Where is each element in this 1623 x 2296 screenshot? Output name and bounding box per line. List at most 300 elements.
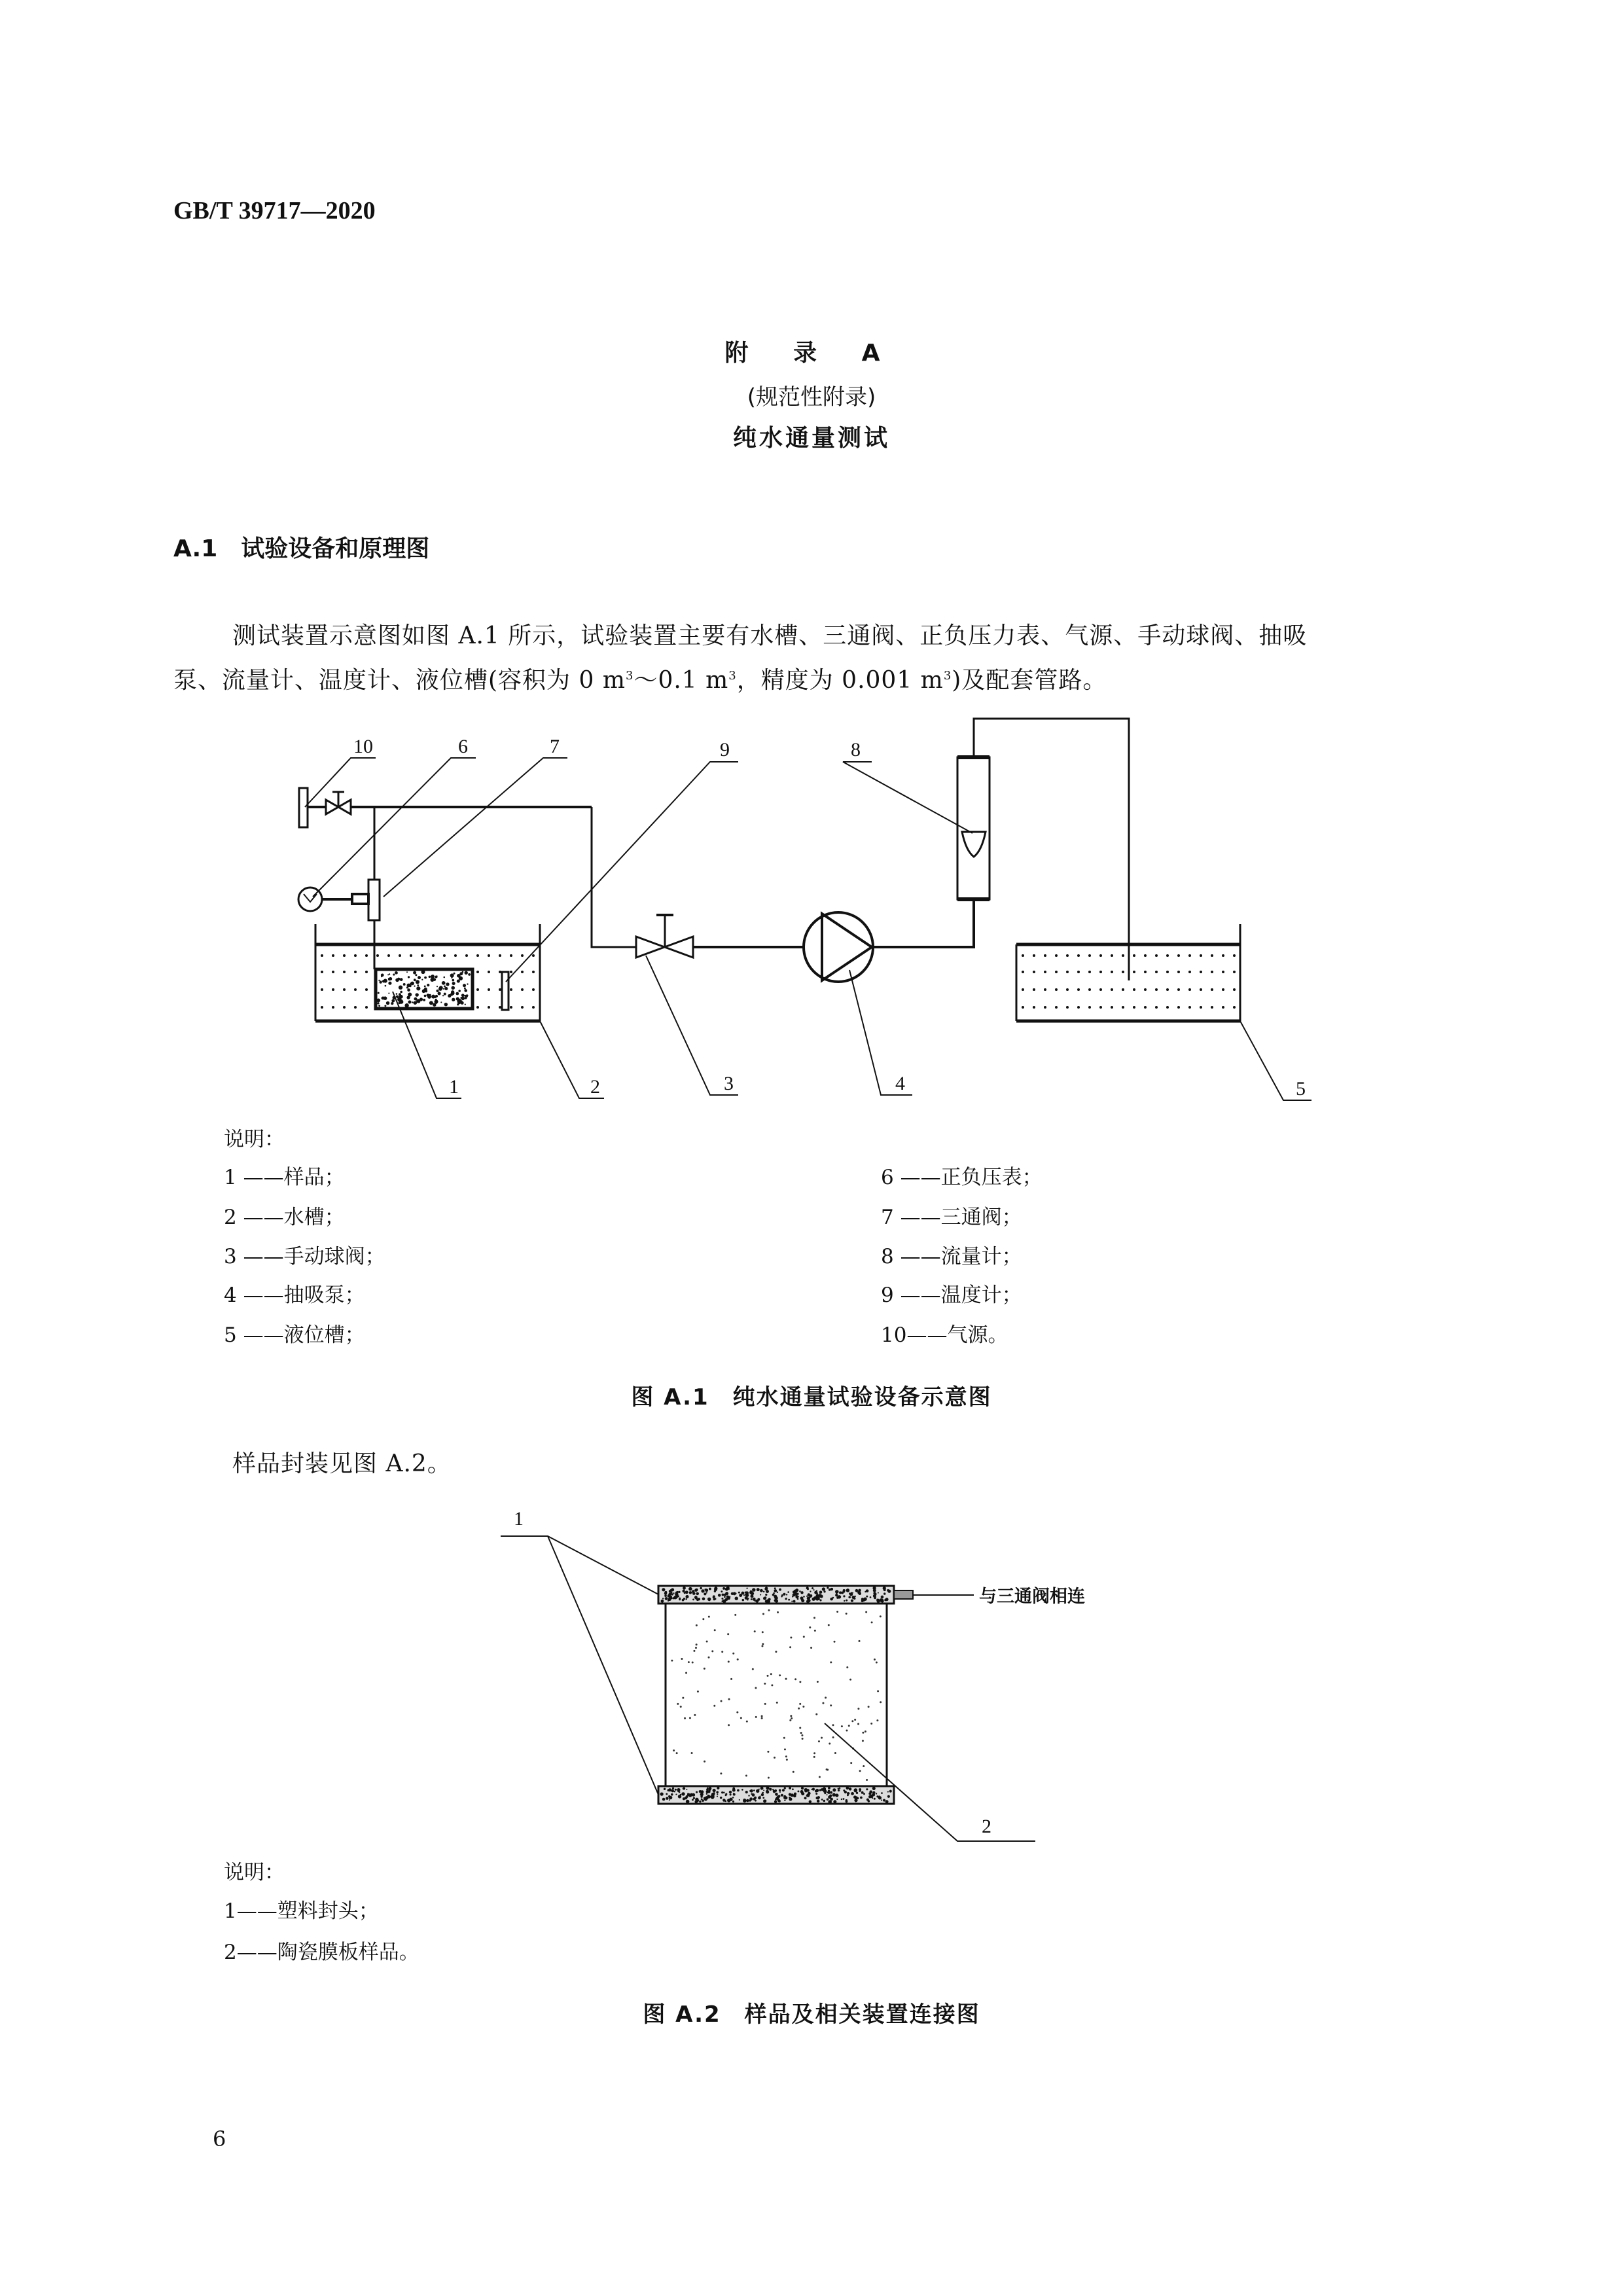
fill-dot: [1233, 971, 1236, 973]
fill-dot: [404, 1003, 408, 1007]
fill-dot: [1077, 1006, 1080, 1009]
fill-dot: [762, 1797, 764, 1799]
fill-dot: [743, 1594, 745, 1596]
fill-dot: [800, 1596, 804, 1600]
fill-dot: [1166, 988, 1169, 991]
fill-dot: [817, 1597, 819, 1600]
superscript: 3: [625, 669, 634, 683]
fill-dot: [1055, 971, 1058, 973]
fill-dot: [887, 1791, 889, 1793]
fill-dot: [777, 1795, 780, 1798]
fill-dot: [1022, 971, 1024, 973]
fill-dot: [692, 1599, 694, 1601]
fill-dot: [662, 1588, 665, 1591]
fill-dot: [785, 1678, 787, 1680]
fill-dot: [772, 1789, 774, 1791]
figure-a1-caption: 图 A.1 纯水通量试验设备示意图: [631, 1384, 992, 1410]
fill-dot: [379, 980, 382, 983]
fill-dot: [749, 1590, 753, 1594]
text: )及配套管路。: [952, 667, 1107, 694]
fill-dot: [1211, 1006, 1213, 1009]
fill-dot: [876, 1598, 880, 1602]
fill-dot: [1222, 988, 1224, 991]
legend-item: 1——塑料封头；: [224, 1899, 379, 1923]
fill-dot: [1133, 954, 1135, 957]
fill-dot: [728, 1724, 730, 1726]
fill-dot: [865, 1731, 866, 1732]
fill-dot: [729, 1791, 732, 1793]
fill-dot: [832, 1788, 836, 1791]
fill-dot: [713, 1705, 715, 1707]
fill-dot: [721, 1598, 723, 1600]
fill-dot: [499, 954, 501, 957]
fill-dot: [701, 1589, 704, 1592]
fill-dot: [1066, 988, 1069, 991]
fill-dot: [706, 1640, 708, 1642]
fill-dot: [799, 1727, 801, 1729]
fill-dot: [429, 994, 431, 996]
fill-dot: [709, 1787, 712, 1790]
fill-dot: [768, 1777, 770, 1779]
fill-dot: [468, 973, 471, 976]
legend-item: 7 ——三通阀；: [881, 1206, 1022, 1229]
fill-dot: [761, 1793, 764, 1796]
fill-dot: [702, 1597, 705, 1600]
fill-dot: [806, 1789, 809, 1791]
fill-dot: [668, 1595, 669, 1597]
legend-item: 2 ——水槽；: [224, 1206, 345, 1229]
fill-dot: [459, 972, 463, 975]
fill-dot: [765, 1600, 768, 1603]
fill-dot: [827, 1798, 829, 1801]
fill-dot: [413, 971, 416, 975]
fill-dot: [764, 1587, 768, 1590]
fill-dot: [1022, 1006, 1024, 1009]
fill-dot: [760, 1787, 764, 1790]
fill-dot: [718, 1594, 721, 1597]
annex-subject: 纯水通量测试: [732, 425, 890, 452]
fill-dot: [676, 1752, 678, 1754]
fill-dot: [665, 1597, 668, 1600]
fill-dot: [812, 1598, 815, 1601]
fill-dot: [1144, 988, 1147, 991]
fill-dot: [853, 1598, 855, 1600]
fill-dot: [365, 971, 368, 973]
fill-dot: [409, 984, 412, 987]
callout-3: 3: [724, 1073, 734, 1094]
fill-dot: [723, 1791, 725, 1793]
fill-dot: [458, 990, 461, 992]
fill-dot: [1033, 954, 1035, 957]
fill-dot: [678, 1795, 681, 1798]
fill-dot: [1133, 988, 1135, 991]
fill-dot: [877, 1690, 879, 1692]
fill-dot: [873, 1592, 876, 1594]
fill-dot: [444, 1003, 448, 1006]
fill-dot: [844, 1791, 847, 1793]
fill-dot: [745, 1594, 747, 1596]
fill-dot: [717, 1787, 719, 1789]
fill-dot: [713, 1792, 715, 1794]
fill-dot: [683, 1587, 686, 1590]
fill-dot: [868, 1706, 870, 1708]
fill-dot: [789, 1787, 791, 1789]
fill-dot: [378, 992, 380, 994]
fill-dot: [424, 995, 427, 997]
fill-dot: [387, 974, 389, 975]
fill-dot: [865, 1611, 867, 1613]
fill-dot: [432, 954, 435, 957]
fill-dot: [321, 954, 323, 957]
fill-dot: [532, 1006, 535, 1009]
fill-dot: [779, 1789, 781, 1792]
fill-dot: [874, 1596, 876, 1599]
fill-dot: [1122, 971, 1124, 973]
fill-dot: [675, 1793, 677, 1795]
fill-dot: [793, 1600, 796, 1603]
fill-dot: [695, 1647, 697, 1649]
fill-dot: [465, 971, 468, 975]
fill-dot: [1211, 988, 1213, 991]
fill-dot: [848, 1725, 850, 1727]
fill-dot: [681, 1792, 685, 1795]
fill-dot: [791, 1600, 793, 1602]
fill-dot: [828, 1787, 830, 1789]
fill-dot: [687, 1793, 690, 1797]
fill-dot: [400, 991, 402, 994]
fill-dot: [704, 1797, 707, 1801]
fill-dot: [794, 1678, 796, 1680]
fill-dot: [722, 1587, 725, 1590]
fill-dot: [812, 1587, 813, 1589]
fill-dot: [866, 1589, 869, 1592]
fill-dot: [848, 1596, 851, 1598]
fill-dot: [671, 1593, 673, 1595]
fill-dot: [791, 1717, 793, 1719]
fill-dot: [769, 1788, 772, 1791]
fill-dot: [880, 1598, 883, 1602]
fill-dot: [444, 987, 448, 990]
fill-dot: [879, 1795, 880, 1797]
fill-dot: [819, 1776, 821, 1778]
fill-dot: [683, 1797, 685, 1800]
fill-dot: [841, 1799, 842, 1800]
fill-dot: [806, 1596, 808, 1597]
fill-dot: [686, 1800, 690, 1804]
fill-dot: [1122, 988, 1124, 991]
fill-dot: [675, 1789, 677, 1791]
fill-dot: [1155, 971, 1158, 973]
fill-dot: [745, 1596, 748, 1600]
gas-valve: [326, 792, 351, 814]
fill-dot: [801, 1787, 804, 1789]
fill-dot: [789, 1793, 791, 1795]
fill-dot: [416, 980, 419, 984]
fill-dot: [1144, 954, 1147, 957]
fill-dot: [865, 1591, 866, 1592]
fill-dot: [456, 997, 459, 1001]
fill-dot: [354, 971, 357, 973]
fill-dot: [749, 1790, 751, 1792]
fill-dot: [1088, 988, 1091, 991]
fill-dot: [806, 1795, 809, 1797]
fill-dot: [463, 984, 466, 987]
fill-dot: [764, 1703, 766, 1705]
fill-dot: [846, 1613, 847, 1615]
fill-dot: [762, 1613, 764, 1615]
fill-dot: [717, 1793, 718, 1795]
fill-dot: [354, 988, 357, 991]
fill-dot: [521, 988, 524, 991]
fill-dot: [666, 1797, 668, 1800]
fill-dot: [817, 1800, 820, 1803]
fill-dot: [870, 1723, 872, 1725]
fill-dot: [806, 1587, 809, 1589]
fill-dot: [830, 1704, 832, 1706]
fill-dot: [684, 1592, 686, 1594]
fill-dot: [846, 1588, 849, 1592]
legend-item: 2——陶瓷膜板样品。: [224, 1941, 419, 1964]
fill-dot: [488, 1006, 490, 1009]
fill-dot: [454, 973, 455, 975]
fill-dot: [682, 1599, 685, 1602]
fill-dot: [443, 977, 445, 978]
fill-dot: [1055, 1006, 1058, 1009]
fill-dot: [800, 1591, 803, 1594]
fill-dot: [376, 999, 380, 1003]
fill-dot: [699, 1801, 701, 1803]
fill-dot: [1155, 954, 1158, 957]
fill-dot: [866, 1788, 868, 1790]
fill-dot: [829, 1588, 831, 1591]
fill-dot: [720, 1772, 722, 1774]
fill-dot: [437, 986, 438, 987]
fill-dot: [861, 1598, 864, 1600]
fill-dot: [758, 1797, 761, 1800]
fill-dot: [321, 988, 323, 991]
fill-dot: [414, 997, 417, 1001]
legend-item: 3 ——手动球阀；: [224, 1245, 385, 1268]
fill-dot: [810, 1590, 811, 1592]
fill-dot: [876, 1793, 877, 1794]
superscript: 3: [943, 669, 952, 683]
fill-dot: [668, 1788, 671, 1791]
fill-dot: [406, 986, 408, 988]
callout-1: 1: [514, 1508, 524, 1530]
fill-dot: [450, 973, 454, 977]
fill-dot: [521, 1006, 524, 1009]
fill-dot: [846, 1787, 849, 1790]
fill-dot: [788, 1599, 790, 1601]
fill-dot: [793, 1795, 796, 1798]
fill-dot: [887, 1795, 890, 1798]
fill-dot: [510, 971, 512, 973]
fill-dot: [383, 979, 387, 983]
fill-dot: [476, 1006, 479, 1009]
fill-dot: [664, 1592, 667, 1594]
fill-dot: [695, 1798, 698, 1801]
fill-dot: [461, 994, 465, 997]
three-way-valve: [368, 880, 380, 920]
fill-dot: [885, 1800, 889, 1803]
fill-dot: [721, 1700, 722, 1702]
fill-dot: [841, 1725, 843, 1727]
fill-dot: [730, 1793, 732, 1795]
fill-dot: [830, 1798, 833, 1801]
fill-dot: [435, 999, 437, 1001]
fill-dot: [827, 1587, 829, 1588]
fill-dot: [321, 971, 323, 973]
fill-dot: [403, 983, 406, 986]
fill-dot: [763, 1597, 766, 1600]
fill-dot: [1177, 971, 1180, 973]
fill-dot: [851, 1792, 854, 1795]
fill-dot: [847, 1792, 849, 1795]
fill-dot: [774, 1596, 777, 1600]
fill-dot: [721, 1651, 723, 1653]
fill-dot: [385, 985, 387, 987]
fill-dot: [448, 994, 451, 997]
fill-dot: [729, 1798, 732, 1801]
fill-dot: [1022, 954, 1024, 957]
fill-dot: [750, 1594, 753, 1598]
fill-dot: [662, 1598, 664, 1599]
fill-dot: [863, 1765, 865, 1767]
fill-dot: [849, 1679, 851, 1681]
fill-dot: [767, 1751, 769, 1753]
fill-dot: [424, 977, 427, 979]
fill-dot: [708, 1616, 710, 1618]
page-number: 6: [213, 2126, 226, 2151]
fill-dot: [332, 971, 334, 973]
fill-dot: [871, 1621, 873, 1623]
fill-dot: [838, 1789, 840, 1792]
fill-dot: [809, 1801, 812, 1803]
fill-dot: [1233, 954, 1236, 957]
fill-dot: [692, 1662, 694, 1664]
fill-dot: [881, 1792, 883, 1794]
fill-dot: [823, 1800, 825, 1802]
fill-dot: [668, 1795, 670, 1797]
fill-dot: [872, 1793, 875, 1797]
fill-dot: [884, 1599, 887, 1602]
fill-dot: [704, 1592, 706, 1595]
fill-dot: [869, 1790, 872, 1793]
fill-dot: [763, 1591, 765, 1593]
gas-source: [299, 788, 308, 827]
fill-dot: [457, 980, 460, 983]
fill-dot: [819, 1593, 820, 1594]
fill-dot: [433, 978, 437, 981]
fill-dot: [753, 1789, 755, 1791]
fill-dot: [775, 1793, 778, 1796]
fill-dot: [857, 1708, 859, 1710]
fill-dot: [755, 1687, 757, 1689]
fill-dot: [532, 988, 535, 991]
fill-dot: [400, 1000, 404, 1004]
fill-dot: [727, 1799, 729, 1801]
fill-dot: [1088, 954, 1091, 957]
fill-dot: [388, 978, 391, 981]
fill-dot: [716, 1791, 719, 1793]
fill-dot: [757, 1598, 760, 1601]
fill-dot: [427, 984, 429, 986]
fill-dot: [755, 1716, 757, 1718]
fill-dot: [354, 1006, 357, 1009]
fill-dot: [416, 986, 420, 990]
fill-dot: [699, 1790, 702, 1793]
fill-dot: [383, 996, 387, 1000]
fill-dot: [771, 1684, 773, 1686]
fill-dot: [766, 1790, 769, 1793]
fill-dot: [433, 975, 434, 976]
fill-dot: [1222, 1006, 1224, 1009]
fill-dot: [332, 988, 334, 991]
fill-dot: [846, 1600, 847, 1602]
fill-dot: [779, 1588, 781, 1591]
fill-dot: [680, 1706, 682, 1708]
fill-dot: [755, 1800, 757, 1802]
fill-dot: [860, 1797, 863, 1799]
fill-dot: [752, 1588, 755, 1591]
fill-dot: [812, 1789, 813, 1790]
fill-dot: [859, 1640, 861, 1642]
fill-dot: [702, 1618, 704, 1620]
fill-dot: [671, 1597, 673, 1599]
fill-dot: [436, 975, 437, 977]
fill-dot: [412, 1001, 414, 1003]
fill-dot: [378, 1005, 380, 1007]
fill-dot: [686, 1789, 687, 1790]
fill-dot: [855, 1801, 856, 1802]
fill-dot: [817, 1593, 818, 1594]
fill-dot: [832, 1597, 834, 1599]
fill-dot: [774, 1589, 777, 1592]
fill-dot: [817, 1681, 819, 1683]
fill-dot: [839, 1787, 841, 1789]
fill-dot: [377, 1002, 379, 1004]
fill-dot: [442, 981, 446, 985]
fill-dot: [834, 1641, 836, 1643]
fill-dot: [821, 1799, 823, 1801]
fill-dot: [664, 1788, 666, 1790]
fill-dot: [757, 1588, 760, 1591]
fill-dot: [388, 982, 391, 985]
fill-dot: [793, 1771, 794, 1773]
fill-dot: [724, 1594, 726, 1596]
fill-dot: [1066, 954, 1069, 957]
fill-dot: [767, 1675, 769, 1677]
fill-dot: [393, 973, 395, 975]
fill-dot: [438, 992, 441, 995]
fill-dot: [1166, 954, 1169, 957]
fill-dot: [1233, 988, 1236, 991]
fill-dot: [673, 1749, 675, 1751]
fill-dot: [795, 1595, 798, 1598]
fill-dot: [683, 1788, 684, 1789]
fill-dot: [1133, 1006, 1135, 1009]
fill-dot: [732, 1789, 736, 1792]
fill-dot: [696, 1588, 698, 1591]
fill-dot: [465, 1004, 466, 1005]
fill-dot: [815, 1713, 817, 1715]
fill-dot: [741, 1789, 743, 1791]
callout-8: 8: [851, 739, 861, 761]
fill-dot: [761, 1717, 763, 1719]
fill-dot: [476, 971, 479, 973]
fill-dot: [789, 1719, 791, 1721]
fill-dot: [1133, 971, 1135, 973]
